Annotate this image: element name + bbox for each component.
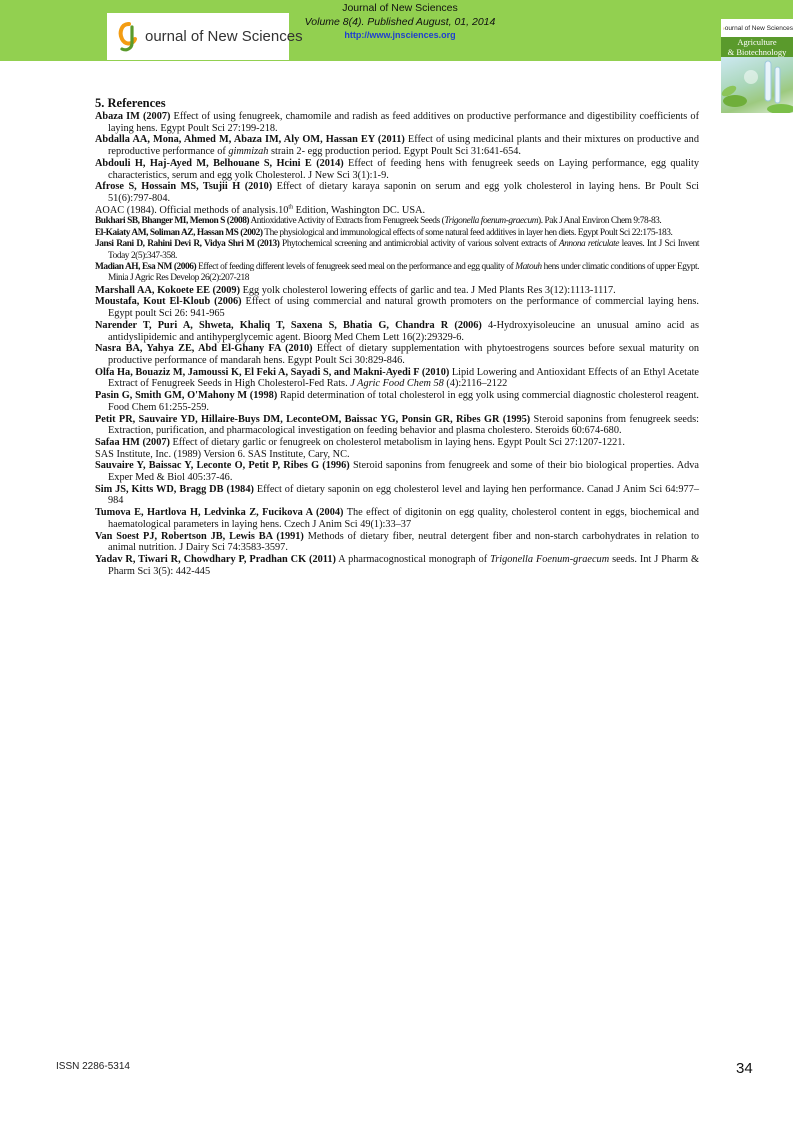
reference-entry [95,296,699,319]
page-number: 34 [736,1060,753,1077]
reference-authors: Madian AH, Esa NM (2006) [95,261,197,272]
reference-authors: El-Kaiaty AM, Soliman AZ, Hassan MS (2002) [95,227,263,238]
reference-text-continued: (4):2116–2122 [443,378,508,390]
reference-authors: Bukhari SB, Bhanger MI, Memon S (2008) [95,216,250,227]
reference-authors: Moustafa, Kout El-Kloub (2006) [95,296,242,308]
reference-text: 4-Hydroxyisoleucine an unusual amino acid as antidyslipidemic and antihyperglycemic agent. Bioorg Med Chem Lett 16(2):29329-6. [108,319,699,343]
reference-text: Effect of using commercial and natural growth promoters on the performance of commercial laying hens. Egypt poult Sci 26: 941-965 [108,296,699,320]
reference-italic: Matouh [515,261,542,272]
reference-text-continued: Edition, Washington DC. USA. [293,204,426,216]
logo-text: ournal of New Sciences [145,28,303,45]
reference-entry [95,181,699,204]
reference-italic: J Agric Food Chem 58 [350,378,444,390]
reference-entry [95,484,699,507]
reference-text: SAS Institute, Inc. (1989) Version 6. SAS Institute, Cary, NC. [95,448,350,460]
reference-text: Steroid saponins from fenugreek seeds: Extraction, purification, and pharmacological investigation on feeding behavior and plasma cholestero. Steroids 60:674-680. [108,413,700,437]
reference-authors: Afrose S, Hossain MS, Tsujii H (2010) [95,181,273,193]
reference-entry [95,228,699,239]
cover-title-text: ournal of New Sciences [724,24,793,32]
reference-text: AOAC (1984). Official methods of analysis.10 [95,204,289,216]
journal-header-text [300,2,500,41]
reference-entry [95,343,699,366]
journal-url-link[interactable]: http://www.jnsciences.org [344,30,456,40]
reference-text: Effect of feeding hens with fenugreek seeds on Laying performance, egg quality characteristics, serum and egg yolk Cholesterol. J New Sci 3(1):1-9. [108,157,699,181]
reference-entry [95,158,699,181]
reference-italic: gimmizah [228,146,269,158]
cover-title [721,19,793,37]
reference-entry [95,390,699,413]
reference-authors: Yadav R, Tiwari R, Chowdhary P, Pradhan CK (2011) [95,553,336,565]
header-band [0,0,793,61]
reference-list [95,111,699,577]
journal-cover-thumbnail[interactable] [721,19,793,113]
reference-entry [95,134,699,157]
reference-authors: Abdouli H, Haj-Ayed M, Belhouane S, Hcini E (2014) [95,157,344,169]
reference-text: Effect of dietary karaya saponin on serum and egg yolk cholesterol in laying hens. Br Poult Sci 51(6):797-804. [108,181,699,204]
cover-band-line1: Agriculture [737,37,777,47]
reference-authors: Safaa HM (2007) [95,436,170,448]
section-heading: 5. References [95,96,166,110]
volume-info: Volume 8(4). Published August, 01, 2014 [304,16,496,28]
reference-authors: Pasin G, Smith GM, O'Mahony M (1998) [95,390,278,402]
reference-text: Effect of dietary supplementation with phytoestrogens sources before sexual maturity on productive performance of mandarah hens. Egypt Poult Sci 30:829-846. [108,343,699,366]
reference-text-continued: strain 2- egg production period. Egypt Poult Sci 31:641-654. [268,146,521,158]
reference-entry [95,320,699,343]
reference-authors: Tumova E, Hartlova H, Ledvinka Z, Fucikova A (2004) [95,507,344,519]
reference-entry [95,507,699,530]
reference-text-continued: seeds. Int J Pharm & Pharm Sci 3(5): 442-445 [108,553,700,577]
cover-image [721,57,793,113]
reference-text-continued: leaves. Int J Sci Invent Today 2(5):347-358. [108,239,699,261]
reference-authors: Petit PR, Sauvaire YD, Hillaire-Buys DM, LeconteOM, Baissac YG, Ponsin GR, Ribes GR (1995) [95,413,531,425]
reference-authors: Narender T, Puri A, Shweta, Khaliq T, Saxena S, Bhatia G, Chandra R (2006) [95,319,482,331]
cover-band [721,37,793,57]
reference-text: Lipid Lowering and Antioxidant Effects of an Ethyl Acetate Extract of Fenugreek Seeds in High Cholesterol-Fed Rats. [108,366,699,390]
reference-authors: Van Soest PJ, Robertson JB, Lewis BA (1991) [95,530,304,542]
reference-text: Effect of feeding different levels of fenugreek seed meal on the performance and egg quality of [196,261,516,272]
reference-entry [95,531,699,554]
reference-entry [95,205,699,217]
reference-authors: Nasra BA, Yahya ZE, Abd El-Ghany FA (2010) [95,343,313,355]
reference-text: Steroid saponins from fenugreek and some of their bio biological properties. Adva Exper Med & Biol 405:37-46. [108,460,700,484]
reference-entry [95,285,699,297]
reference-entry [95,437,699,449]
reference-entry [95,460,699,483]
reference-authors: Olfa Ha, Bouaziz M, Jamoussi K, El Feki A, Sayadi S, and Makni-Ayedi F (2010) [95,366,450,378]
reference-entry [95,414,699,437]
reference-text: Egg yolk cholesterol lowering effects of garlic and tea. J Med Plants Res 3(12):1113-1117. [240,284,616,296]
reference-authors: Abaza IM (2007) [95,111,171,122]
reference-text-continued: ). Pak J Anal Environ Chem 9:78-83. [538,216,662,227]
reference-text: A pharmacognostical monograph of [335,553,491,565]
reference-text: Rapid determination of total cholesterol in egg yolk using commercial diagnostic cholesterol reagent. Food Chem 61:255-259. [108,390,700,413]
journal-logo[interactable] [107,13,303,60]
reference-entry [95,554,699,577]
reference-entry [95,367,699,390]
cover-plant-illustration [721,57,793,113]
reference-text: Antioxidative Activity of Extracts from Fenugreek Seeds ( [249,216,445,227]
reference-authors: Abdalla AA, Mona, Ahmed M, Abaza IM, Aly OM, Hassan EY (2011) [95,134,405,146]
reference-authors: Marshall AA, Kokoete EE (2009) [95,284,241,296]
references-section [95,96,699,577]
reference-italic: Annona reticulate [558,239,620,250]
reference-text: The effect of digitonin on egg quality, cholesterol content in eggs, biochemical and haematological parameters in laying hens. Czech J Anim Sci 49(1):33–37 [108,507,699,530]
reference-authors: Jansi Rani D, Rahini Devi R, Vidya Shri M (2013) [95,239,280,250]
reference-text: The physiological and immunological effects of some natural feed additives in layer hen diets. Egypt Poult Sci 22:175-183. [262,227,673,238]
logo-swirl-icon [117,21,141,53]
footer-issn: ISSN 2286-5314 [56,1061,130,1072]
reference-entry [95,262,699,285]
reference-entry [95,449,699,461]
reference-text: Effect of using fenugreek, chamomile and radish as feed additives on productive performance and digestibility coefficients of laying hens. Egypt Poult Sci 27:199-218. [108,111,700,134]
reference-entry [95,111,699,134]
reference-italic: Trigonella foenum-graecum [444,216,539,227]
reference-text: Methods of dietary fiber, neutral detergent fiber and non-starch carbohydrates in relation to animal nutrition. J Dairy Sci 74:3583-3597. [108,530,699,554]
reference-entry [95,216,699,227]
journal-name: Journal of New Sciences [342,2,458,14]
reference-superscript: th [288,204,294,211]
reference-authors: Sauvaire Y, Baissac Y, Leconte O, Petit P, Ribes G (1996) [95,460,350,472]
reference-text: Effect of using medicinal plants and their mixtures on productive and reproductive performance of [108,134,699,158]
reference-entry [95,239,699,262]
reference-text: Phytochemical screening and antimicrobial activity of various solvent extracts of [279,239,559,250]
reference-italic: Trigonella Foenum-graecum [490,553,610,565]
reference-text: Effect of dietary saponin on egg cholesterol level and laying hen performance. Canad J Anim Sci 64:977–984 [108,483,699,507]
reference-text: Effect of dietary garlic or fenugreek on cholesterol metabolism in laying hens. Egypt Poult Sci 27:1207-1221. [169,436,625,448]
reference-authors: Sim JS, Kitts WD, Bragg DB (1984) [95,483,254,495]
reference-text-continued: hens under climatic conditions of upper Egypt. Minia J Agric Res Develop 26(2):207-218 [108,261,700,284]
cover-band-line2: & Biotechnology [727,47,787,57]
